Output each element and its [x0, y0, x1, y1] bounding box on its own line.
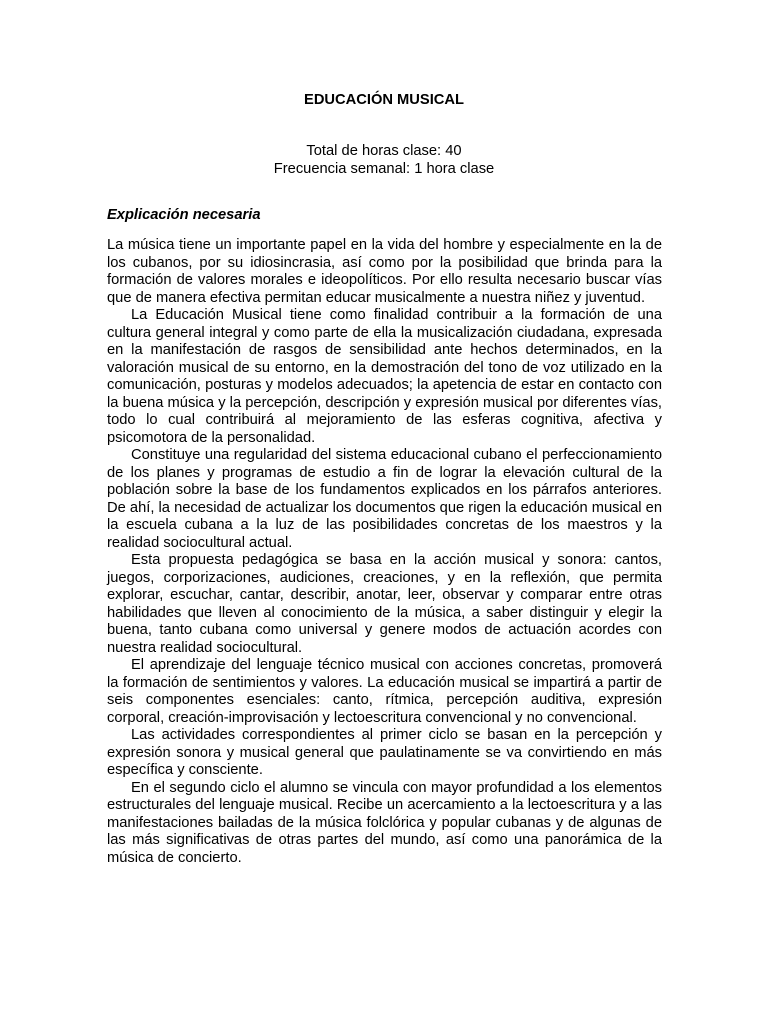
document-title: EDUCACIÓN MUSICAL [304, 92, 464, 108]
paragraph: El aprendizaje del lenguaje técnico musical con acciones concretas, promoverá la formación de sentimientos y valores. La educación musical se impartirá a partir de seis componentes esenciales: canto, rítmica, percepción auditiva, expresión corporal, creación-improvisación y lectoescritura convencional y no convencional. [107, 657, 662, 726]
paragraph: Esta propuesta pedagógica se basa en la acción musical y sonora: cantos, juegos, corporizaciones, audiciones, creaciones, y en la reflexión, que permita explorar, escuchar, cantar, describir, anotar, leer, observar y comparar entre otras habilidades que lleven al conocimiento de la música, a saber distinguir y elegir la buena, tanto cubana como universal y genere modos de actuación acordes con nuestra realidad sociocultural. [107, 552, 662, 656]
body-text [107, 237, 662, 867]
paragraph: Las actividades correspondientes al primer ciclo se basan en la percepción y expresión sonora y musical general que paulatinamente se va convirtiendo en más específica y consciente. [107, 727, 662, 778]
section-heading: Explicación necesaria [107, 207, 261, 223]
weekly-frequency-line: Frecuencia semanal: 1 hora clase [273, 161, 495, 177]
total-hours-line: Total de horas clase: 40 [306, 143, 462, 159]
paragraph: En el segundo ciclo el alumno se vincula con mayor profundidad a los elementos estructurales del lenguaje musical. Recibe un acercamiento a la lectoescritura y a las manifestaciones bailadas de la música folclórica y popular cubanas y de algunas de las más significativas de otras partes del mundo, así como una panorámica de la música de concierto. [107, 779, 662, 866]
paragraph: Constituye una regularidad del sistema educacional cubano el perfeccionamiento de los planes y programas de estudio a fin de lograr la elevación cultural de la población sobre la base de los fundamentos explicados en los párrafos anteriores. De ahí, la necesidad de actualizar los documentos que rigen la educación musical en la escuela cubana a la luz de las posibilidades concretas de los maestros y la realidad sociocultural actual. [107, 447, 662, 551]
paragraph: La música tiene un importante papel en la vida del hombre y especialmente en la de los cubanos, por su idiosincrasia, así como por la posibilidad que brinda para la formación de valores morales e ideopolíticos. Por ello resulta necesario buscar vías que de manera efectiva permitan educar musicalmente a nuestra niñez y juventud. [107, 237, 662, 306]
paragraph: La Educación Musical tiene como finalidad contribuir a la formación de una cultura general integral y como parte de ella la musicalización ciudadana, expresada en la manifestación de rasgos de sensibilidad ante hechos determinados, en la valoración musical de su entorno, en la demostración del tono de voz utilizado en la comunicación, posturas y modelos adecuados; la apetencia de estar en contacto con la buena música y la percepción, descripción y expresión musical por diferentes vías, todo lo cual contribuirá al mejoramiento de las esferas cognitiva, afectiva y psicomotora de la personalidad. [107, 307, 662, 446]
course-info [0, 142, 768, 178]
